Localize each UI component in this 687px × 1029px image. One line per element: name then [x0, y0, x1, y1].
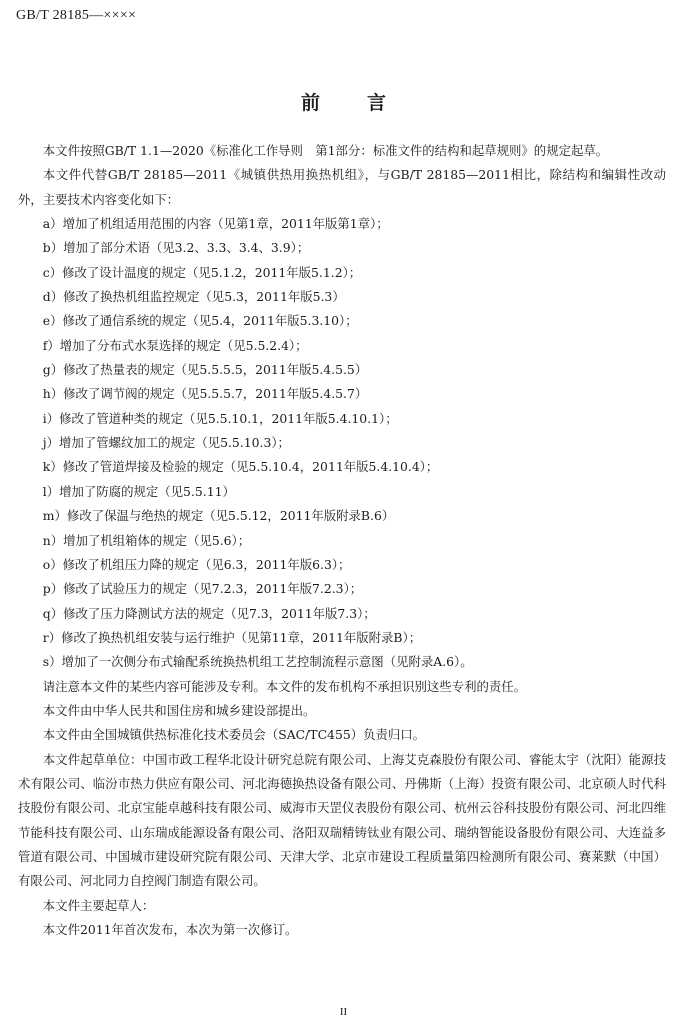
list-item: p）修改了试验压力的规定（见7.2.3，2011年版7.2.3）； — [42, 581, 363, 597]
list-item: r）修改了换热机组安装与运行维护（见第11章，2011年版附录B）； — [42, 629, 422, 645]
changes-list — [18, 212, 666, 675]
intro-paragraph-replacement: 本文件代替GB/T 28185—2011《城镇供热用换热机组》，与GB/T 28185—2011相比，除结构和编辑性改动外，主要技术内容变化如下： — [18, 167, 666, 207]
drafting-units: 本文件起草单位：中国市政工程华北设计研究总院有限公司、上海艾克森股份有限公司、睿能太宇（沈阳）能源技术有限公司、临汾市热力供应有限公司、河北海德换热设备有限公司、丹佛斯（上海）投资有限公司、北京硕人时代科技股份有限公司、北京宝能卓越科技有限公司、威海市天罡仪表股份有限公司、杭州云谷科技股份有限公司、河北四维节能科技有限公司、山东瑞成能源设备有限公司、洛阳双瑞精铸钛业有限公司、瑞纳智能设备股份有限公司、大连益多管道有限公司、中国城市建设研究院有限公司、天津大学、北京市建设工程质量第四检测所有限公司、赛莱默（中国）有限公司、河北同力自控阀门制造有限公司。 — [18, 751, 666, 889]
list-item: q）修改了压力降测试方法的规定（见7.3，2011年版7.3）； — [42, 605, 376, 621]
list-item: b）增加了部分术语（见3.2、3.3、3.4、3.9）； — [42, 240, 310, 256]
list-item: h）修改了调节阀的规定（见5.5.5.7，2011年版5.4.5.7） — [42, 386, 368, 402]
responsible-committee: 本文件由全国城镇供热标准化技术委员会（SAC/TC455）负责归口。 — [42, 727, 426, 743]
list-item: k）修改了管道焊接及检验的规定（见5.5.10.4，2011年版5.4.10.4）； — [42, 459, 439, 475]
publication-history: 本文件2011年首次发布，本次为第一次修订。 — [42, 922, 298, 937]
document-body — [18, 139, 666, 942]
list-item: i）修改了管道种类的规定（见5.5.10.1，2011年版5.4.10.1）； — [42, 410, 398, 426]
proposed-by: 本文件由中华人民共和国住房和城乡建设部提出。 — [42, 702, 316, 718]
list-item: d）修改了换热机组监控规定（见5.3，2011年版5.3） — [42, 289, 345, 305]
standard-number: GB/T 28185—×××× — [16, 8, 137, 23]
list-item: e）修改了通信系统的规定（见5.4，2011年版5.3.10）； — [42, 313, 358, 329]
list-item: g）修改了热量表的规定（见5.5.5.5，2011年版5.4.5.5） — [42, 362, 368, 378]
page-title: 前 言 — [300, 92, 400, 114]
list-item: j）增加了管螺纹加工的规定（见5.5.10.3）； — [42, 435, 290, 451]
list-item: f）增加了分布式水泵选择的规定（见5.5.2.4）； — [42, 337, 308, 353]
patent-notice: 请注意本文件的某些内容可能涉及专利。本文件的发布机构不承担识别这些专利的责任。 — [42, 678, 527, 694]
page-number: II — [339, 1006, 348, 1018]
list-item: m）修改了保温与绝热的规定（见5.5.12，2011年版附录B.6） — [42, 508, 395, 524]
list-item: a）增加了机组适用范围的内容（见第1章，2011年版第1章）； — [42, 216, 389, 232]
list-item: l）增加了防腐的规定（见5.5.11） — [42, 483, 235, 499]
main-drafters: 本文件主要起草人： — [42, 897, 155, 913]
list-item: o）修改了机组压力降的规定（见6.3，2011年版6.3）； — [42, 556, 351, 572]
intro-paragraph-drafting-rules: 本文件按照GB/T 1.1—2020《标准化工作导则 第1部分：标准文件的结构和起草规则》的规定起草。 — [42, 143, 609, 158]
list-item: s）增加了一次侧分布式输配系统换热机组工艺控制流程示意图（见附录A.6）。 — [42, 654, 473, 670]
list-item: n）增加了机组箱体的规定（见5.6）； — [42, 532, 251, 548]
list-item: c）修改了设计温度的规定（见5.1.2，2011年版5.1.2）； — [42, 264, 362, 280]
